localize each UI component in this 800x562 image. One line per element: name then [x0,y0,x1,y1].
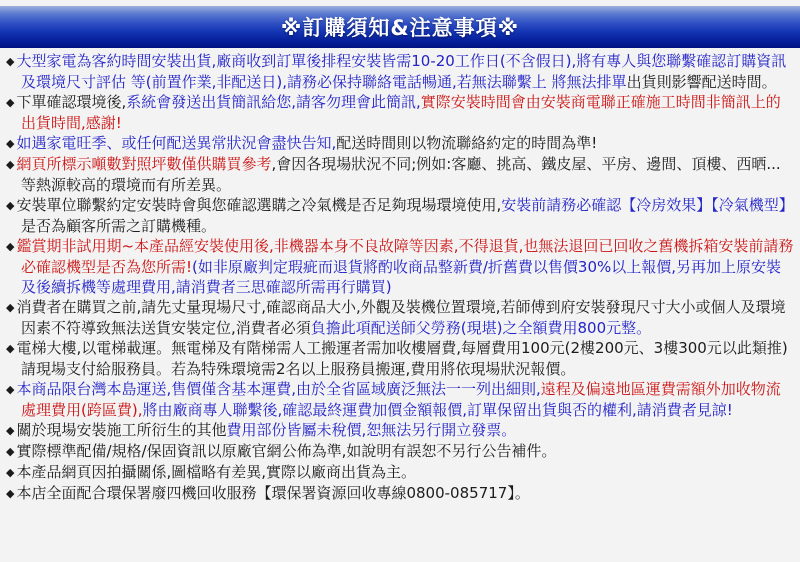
notice-text-segment: 本店全面配合環保署廢四機回收服務【環保署資源回收專線0800-085717】。 [16,484,530,502]
bullet-diamond-icon: ◆ [6,301,15,314]
notice-text-segment: 系統會發送出貨簡訊給您,請客勿理會此簡訊, [126,93,421,111]
notice-item [6,154,794,195]
bullet-diamond-icon: ◆ [6,199,15,212]
notice-text-segment: 安裝前請務必確認【冷房效果】【冷氣機型】 [501,196,794,214]
notice-header-bar [0,6,800,48]
notice-item [6,92,794,133]
notice-text-segment: (如非原廠判定瑕疵而退貨將酌收商品整新費/折舊費以售價30%以上報價,另再加上原安裝及後續拆機等處理費用,請消費者三思確認所需再行購買) [21,258,782,296]
notice-text-segment: 實際安裝時間會由安裝商電聯正確施工時間非簡訊上的出貨時間,感謝! [21,93,781,132]
notice-item [6,195,794,236]
notice-text-segment: ,會因各現場狀況不同;例如:客廳、挑高、鐵皮屋、平房、邊間、頂樓、西晒...等熱源較高的環境而有所差異。 [21,155,781,194]
notice-text-segment: 鑑賞期非試用期~本產品經安裝使用後,非機器本身不良故障等因素,不得退貨,也無法退回已回收之舊機拆箱安裝前請務必確認機型是否為您所需! [16,237,794,276]
notice-text-segment: 負擔此項配送師父勞務(現堪)之全額費用800元整。 [310,319,652,337]
notice-text-segment: 大型家電為客約時間安裝出貨,廠商收到訂單後排程安裝皆需10-20工作日(不含假日),將有專人與您聯繫確認訂購資訊及環境尺寸評估 等(前置作業,非配送日),請務必保持聯絡電話暢通,若無法聯繫上 將無法排單 [16,52,787,91]
notice-text-segment: 實際標準配備/規格/保固資訊以原廠官網公佈為準,如說明有誤恕不另行公告補件。 [16,442,557,460]
bullet-diamond-icon: ◆ [6,96,15,109]
bullet-diamond-icon: ◆ [6,55,15,68]
notice-text-segment: 電梯大樓,以電梯載運。無電梯及有階梯需人工搬運者需加收樓層費,每層費用100元(2樓200元、3樓300元以此類推)請現場支付給服務員。若為特殊環境需2名以上服務員搬運,費用將依現場狀況報價。 [16,339,788,378]
notice-text-segment: 費用部份皆屬未稅價,恕無法另行開立發票。 [226,421,517,439]
notice-text-segment: 關於現場安裝施工所衍生的其他 [16,421,227,439]
notice-item [6,51,794,92]
bullet-diamond-icon: ◆ [6,424,15,437]
notice-text-segment: 本商品限台灣本島運送,售價僅含基本運費,由於全省區域廣泛無法一一列出細則, [16,380,541,398]
notice-item [6,379,794,420]
bullet-diamond-icon: ◆ [6,466,15,479]
notice-item [6,441,794,462]
page-title: ※訂購須知&注意事項※ [280,16,520,40]
notice-item [6,462,794,483]
notice-list [0,48,800,504]
notice-item [6,483,794,504]
notice-text-segment: 本產品網頁因拍攝關係,圖檔略有差異,實際以廠商出貨為主。 [16,463,417,481]
bullet-diamond-icon: ◆ [6,445,15,458]
bullet-diamond-icon: ◆ [6,383,15,396]
bullet-diamond-icon: ◆ [6,342,15,355]
notice-text-segment: 配送時間則以物流聯絡約定的時間為準! [336,134,598,152]
bullet-diamond-icon: ◆ [6,158,15,171]
bullet-diamond-icon: ◆ [6,240,15,253]
notice-item [6,297,794,338]
notice-text-segment: 如遇家電旺季、或任何配送異常狀況會盡快告知, [16,134,337,152]
notice-text-segment: 安裝單位聯繫約定安裝時會與您確認選購之冷氣機是否足夠現場環境使用, [16,196,502,214]
notice-item [6,236,794,297]
notice-text-segment: 遠程及偏遠地區運費需額外加收物流處理費用(跨區費), [21,380,781,419]
bullet-diamond-icon: ◆ [6,137,15,150]
notice-text-segment: 網頁所標示噸數對照坪數僅供購買參考 [16,155,272,173]
notice-text-segment: 將由廠商專人聯繫後,確認最終運費加價金額報價,訂單保留出貨與否的權利,請消費者見諒! [142,401,733,419]
notice-text-segment: 是否為顧客所需之訂購機種。 [21,217,217,235]
notice-item [6,338,794,379]
notice-text-segment: 下單確認環境後, [16,93,127,111]
notice-item [6,133,794,154]
notice-item [6,420,794,441]
notice-text-segment: 消費者在購買之前,請先丈量現場尺寸,確認商品大小,外觀及裝機位置環境,若師傅到府安裝發現尺寸大小或個人及環境因素不符導致無法送貨安裝定位,消費者必須 [16,298,786,337]
notice-text-segment: 出貨則影響配送時間。 [626,73,777,91]
bullet-diamond-icon: ◆ [6,487,15,500]
